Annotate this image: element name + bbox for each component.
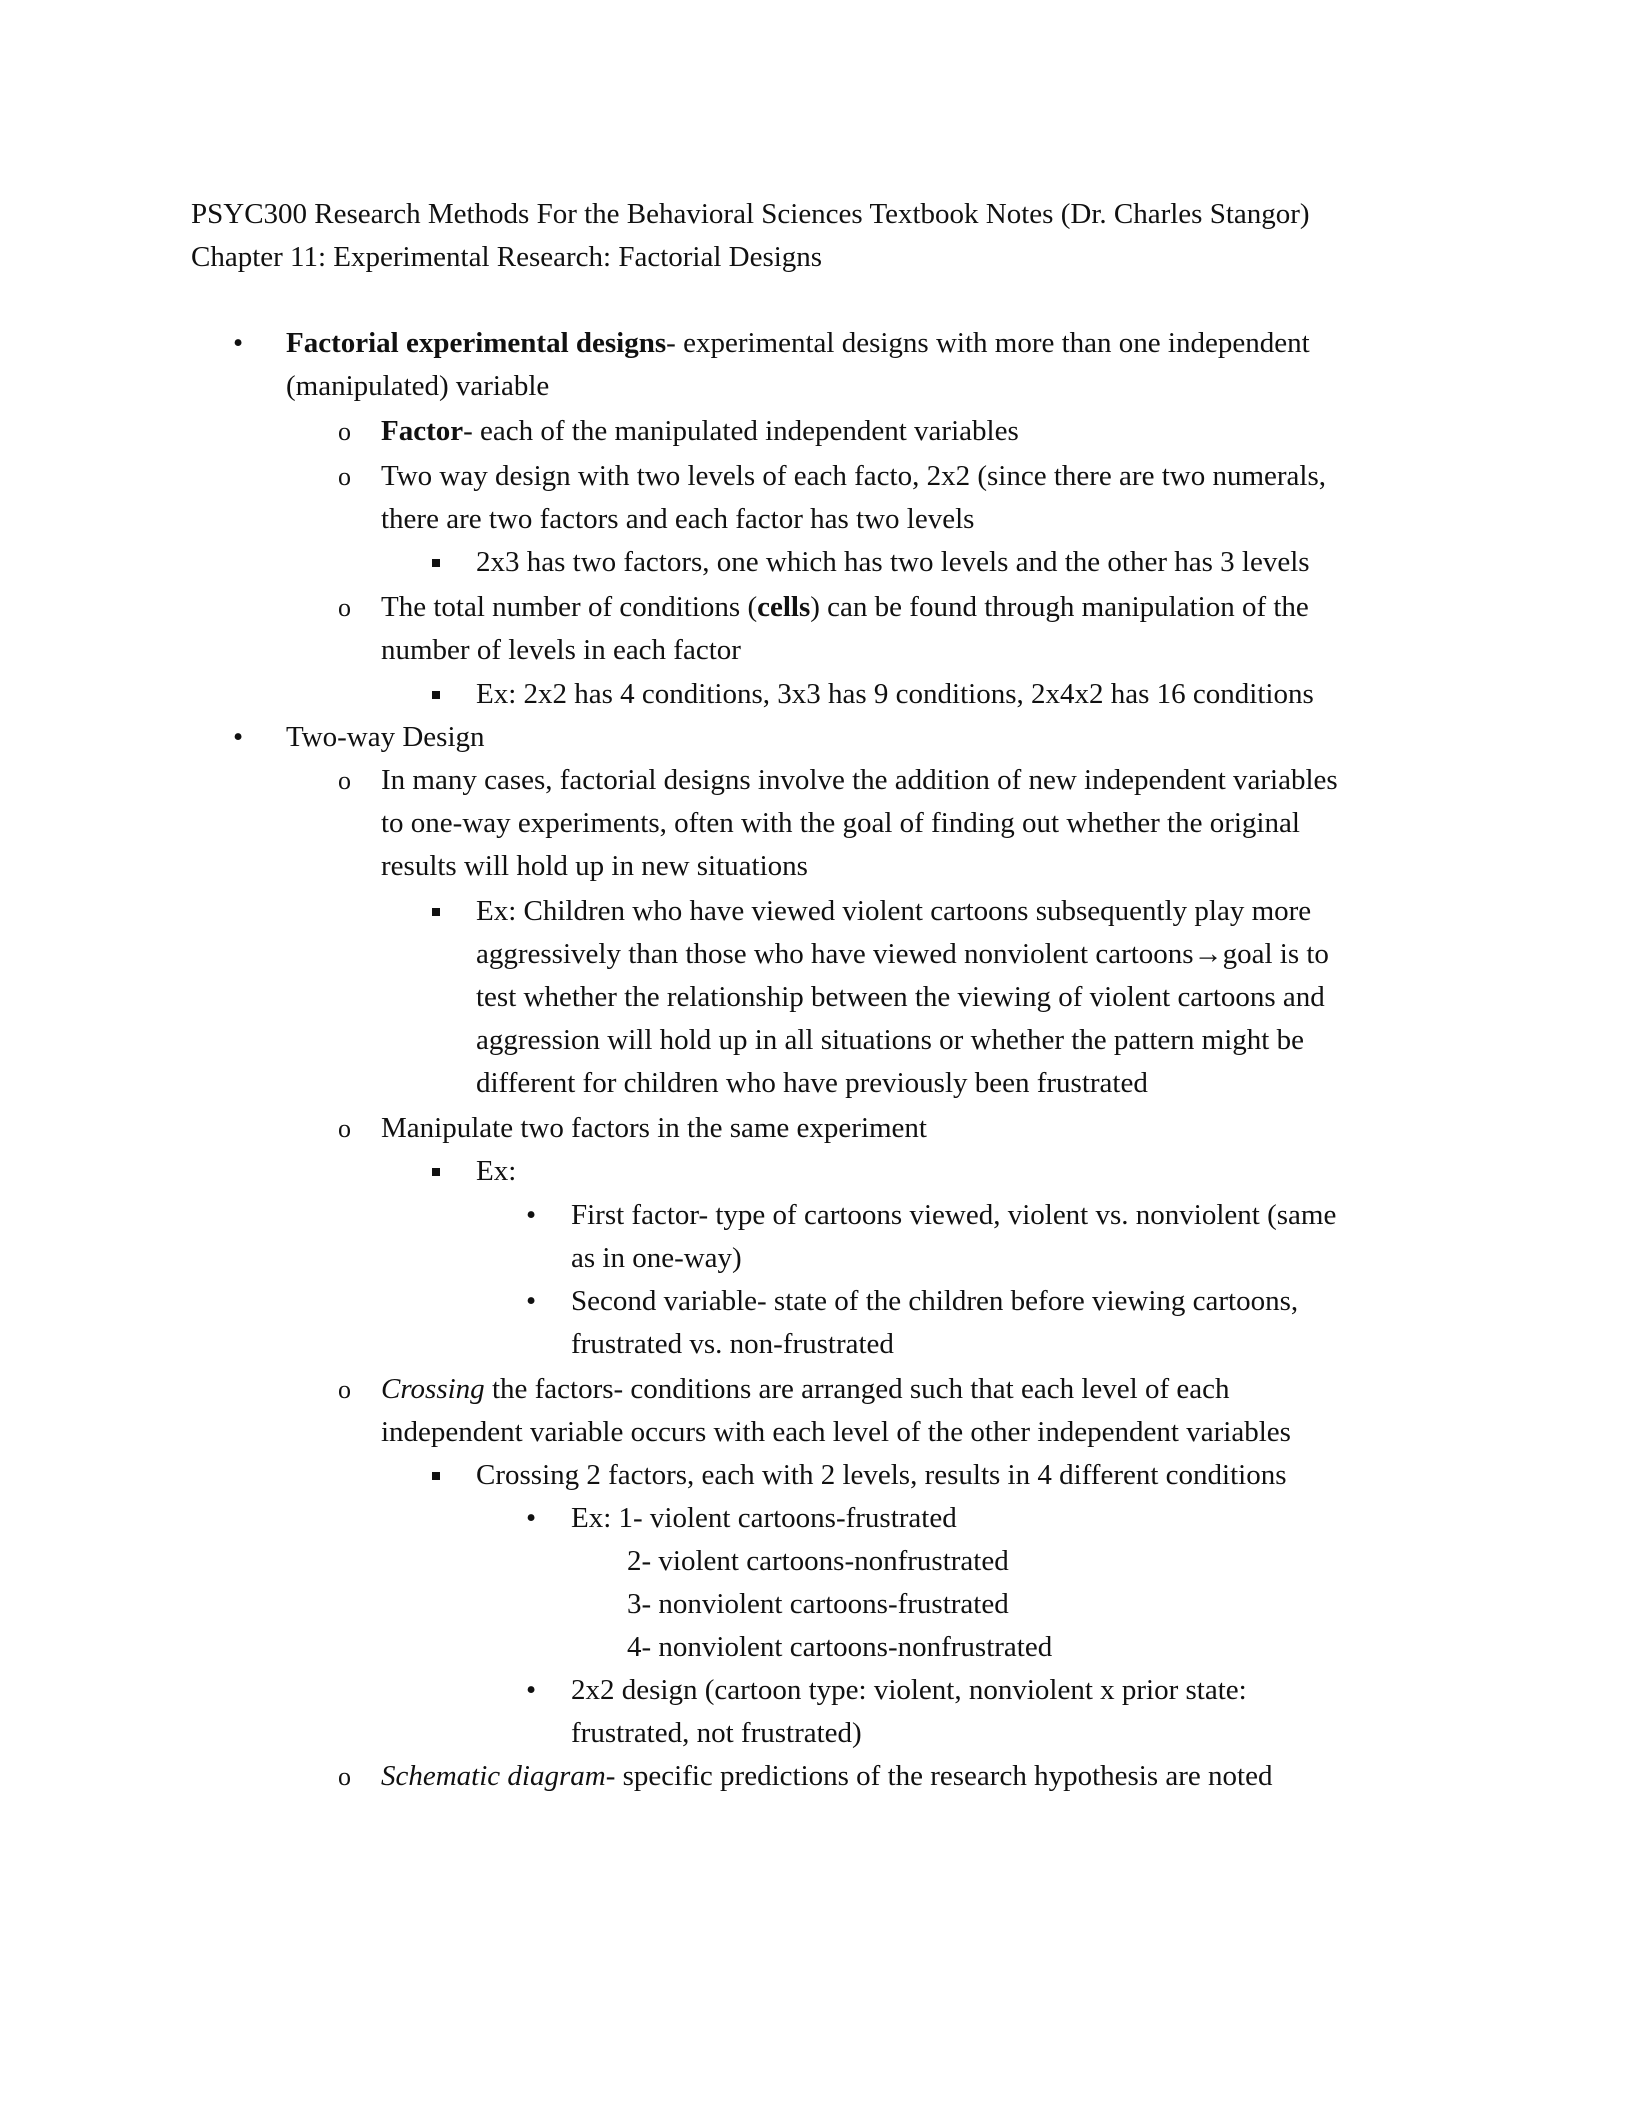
course-title: PSYC300 Research Methods For the Behavioral Sciences Textbook Notes (Dr. Charles Stangor) xyxy=(191,198,1310,230)
arrow-right-icon: → xyxy=(1193,938,1223,970)
document-header xyxy=(191,193,1310,279)
square-marker xyxy=(432,691,440,699)
note-line: different for children who have previously been frustrated xyxy=(476,1067,1148,1099)
note-line: aggressively than those who have viewed nonviolent cartoons→goal is to xyxy=(476,938,1329,970)
term-schematic-diagram: Schematic diagram xyxy=(381,1760,606,1792)
note-line: Second variable- state of the children before viewing cartoons, xyxy=(571,1285,1299,1317)
square-marker xyxy=(432,1472,440,1480)
note-condition-1: Ex: 1- violent cartoons-frustrated xyxy=(571,1502,957,1534)
note-manipulate-factors: Manipulate two factors in the same experiment xyxy=(381,1112,927,1144)
square-marker xyxy=(432,559,440,567)
term-factor: Factor xyxy=(381,415,464,447)
note-line: independent variable occurs with each level of the other independent variables xyxy=(381,1416,1291,1448)
square-marker xyxy=(432,908,440,916)
note-condition-3: 3- nonviolent cartoons-frustrated xyxy=(627,1588,1009,1620)
note-line: 2x2 design (cartoon type: violent, nonviolent x prior state: xyxy=(571,1674,1247,1706)
note-line: there are two factors and each factor has two levels xyxy=(381,503,975,535)
circle-marker: o xyxy=(338,1762,351,1791)
bullet-marker xyxy=(526,1497,536,1540)
term-factorial-designs: Factorial experimental designs xyxy=(286,327,667,359)
note-factorial-designs: Factorial experimental designs- experimental designs with more than one independent xyxy=(286,327,1310,359)
square-marker xyxy=(432,1168,440,1176)
note-line: First factor- type of cartoons viewed, violent vs. nonviolent (same xyxy=(571,1199,1337,1231)
bullet-marker xyxy=(526,1194,536,1237)
bullet-marker xyxy=(233,322,243,365)
circle-marker: o xyxy=(338,766,351,795)
note-factor: Factor- each of the manipulated independent variables xyxy=(381,415,1019,447)
note-line: In many cases, factorial designs involve the addition of new independent variables xyxy=(381,764,1338,796)
circle-marker: o xyxy=(338,593,351,622)
note-line: aggression will hold up in all situations or whether the pattern might be xyxy=(476,1024,1304,1056)
note-two-way-design: Two-way Design xyxy=(286,721,485,753)
bullet-marker xyxy=(526,1280,536,1323)
note-ex: Ex: xyxy=(476,1155,517,1187)
note-condition-2: 2- violent cartoons-nonfrustrated xyxy=(627,1545,1009,1577)
note-conditions-example: Ex: 2x2 has 4 conditions, 3x3 has 9 conditions, 2x4x2 has 16 conditions xyxy=(476,678,1314,710)
note-line: frustrated, not frustrated) xyxy=(571,1717,862,1749)
note-schematic-diagram: Schematic diagram- specific predictions of the research hypothesis are noted xyxy=(381,1760,1273,1792)
circle-marker: o xyxy=(338,417,351,446)
note-two-way: Two way design with two levels of each facto, 2x2 (since there are two numerals, xyxy=(381,460,1326,492)
note-line: Ex: Children who have viewed violent cartoons subsequently play more xyxy=(476,895,1312,927)
note-line: (manipulated) variable xyxy=(286,370,550,402)
note-line: as in one-way) xyxy=(571,1242,742,1274)
note-line: to one-way experiments, often with the goal of finding out whether the original xyxy=(381,807,1300,839)
note-condition-4: 4- nonviolent cartoons-nonfrustrated xyxy=(627,1631,1053,1663)
bullet-marker xyxy=(526,1669,536,1712)
note-line: test whether the relationship between the viewing of violent cartoons and xyxy=(476,981,1325,1013)
circle-marker: o xyxy=(338,1114,351,1143)
note-line: Crossing 2 factors, each with 2 levels, results in 4 different conditions xyxy=(476,1459,1287,1491)
circle-marker: o xyxy=(338,462,351,491)
term-cells: cells xyxy=(757,591,811,623)
note-2x3: 2x3 has two factors, one which has two levels and the other has 3 levels xyxy=(476,546,1310,578)
note-line: frustrated vs. non-frustrated xyxy=(571,1328,894,1360)
note-crossing: Crossing the factors- conditions are arranged such that each level of each xyxy=(381,1373,1230,1405)
note-cells: The total number of conditions (cells) can be found through manipulation of the xyxy=(381,591,1309,623)
note-line: results will hold up in new situations xyxy=(381,850,808,882)
bullet-marker xyxy=(233,716,243,759)
chapter-title: Chapter 11: Experimental Research: Factorial Designs xyxy=(191,241,823,273)
note-line: number of levels in each factor xyxy=(381,634,741,666)
term-crossing: Crossing xyxy=(381,1373,485,1405)
circle-marker: o xyxy=(338,1375,351,1404)
